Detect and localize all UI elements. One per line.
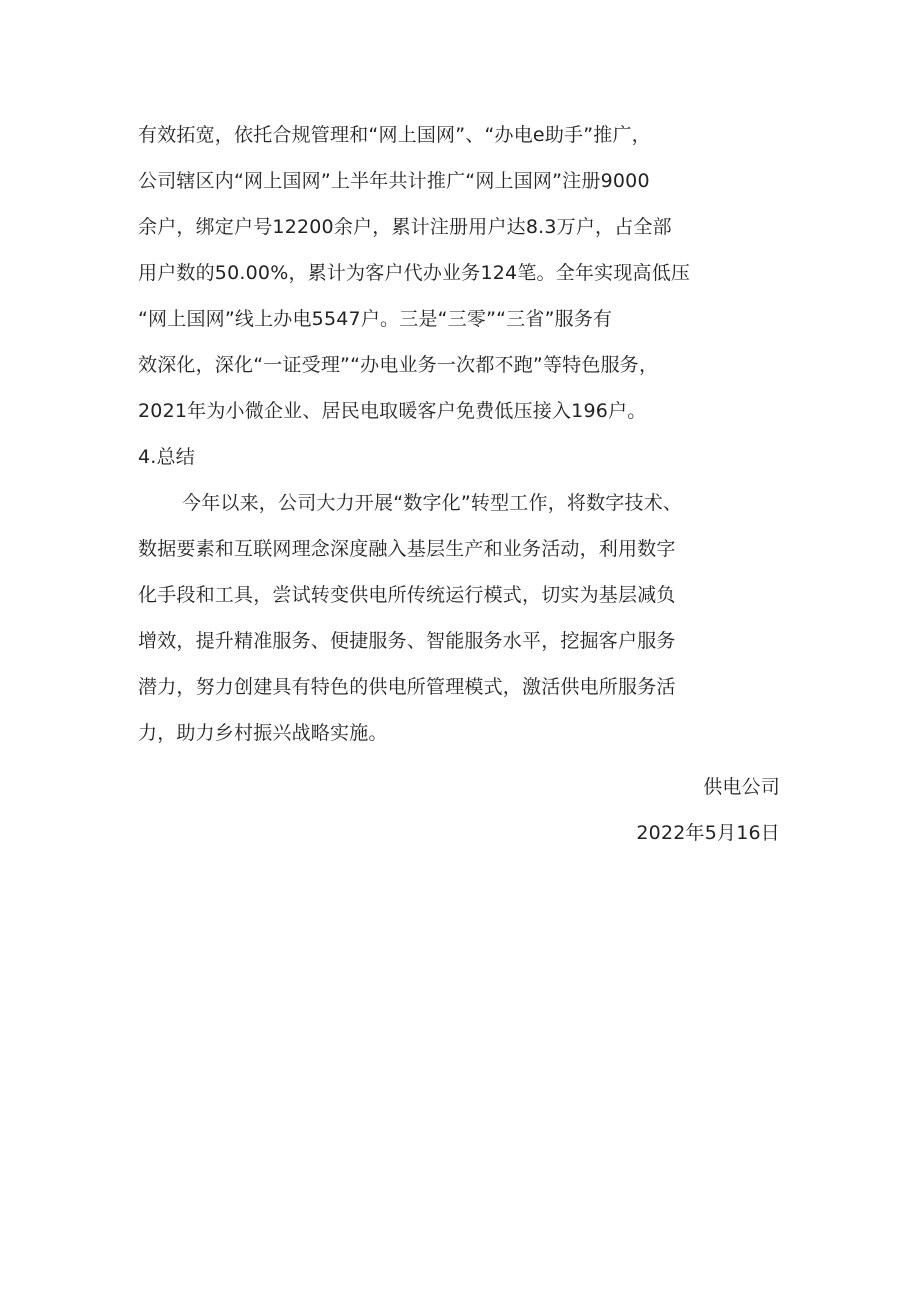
paragraph-line: 效深化，深化“一证受理”“办电业务一次都不跑”等特色服务， <box>138 354 659 376</box>
paragraph-line: 化手段和工具，尝试转变供电所传统运行模式，切实为基层减负 <box>138 584 676 606</box>
document-body <box>138 112 798 856</box>
paragraph-line: 今年以来，公司大力开展“数字化”转型工作，将数字技术、 <box>182 492 683 514</box>
paragraph-line: 2021年为小微企业、居民电取暖客户免费低压接入196户。 <box>138 400 647 422</box>
signature-spacer <box>138 756 798 764</box>
paragraph-line: 潜力，努力创建具有特色的供电所管理模式，激活供电所服务活 <box>138 676 676 698</box>
paragraph-line: “网上国网”线上办电5547户。三是“三零”“三省”服务有 <box>138 308 613 330</box>
paragraph-line: 余户，绑定户号12200余户，累计注册用户达8.3万户，占全部 <box>138 216 672 238</box>
paragraph-line: 公司辖区内“网上国网”上半年共计推广“网上国网”注册9000 <box>138 170 650 192</box>
signature-organization: 供电公司 <box>703 776 780 798</box>
section-heading: 4.总结 <box>138 446 195 468</box>
paragraph-line: 增效，提升精准服务、便捷服务、智能服务水平，挖掘客户服务 <box>138 630 676 652</box>
signature-date: 2022年5月16日 <box>636 822 780 844</box>
paragraph-line: 力，助力乡村振兴战略实施。 <box>138 722 388 744</box>
paragraph-line: 用户数的50.00%，累计为客户代办业务124笔。全年实现高低压 <box>138 262 691 284</box>
paragraph-line: 有效拓宽，依托合规管理和“网上国网”、“办电e助手”推广， <box>138 124 651 146</box>
paragraph-line: 数据要素和互联网理念深度融入基层生产和业务活动，利用数字 <box>138 538 676 560</box>
